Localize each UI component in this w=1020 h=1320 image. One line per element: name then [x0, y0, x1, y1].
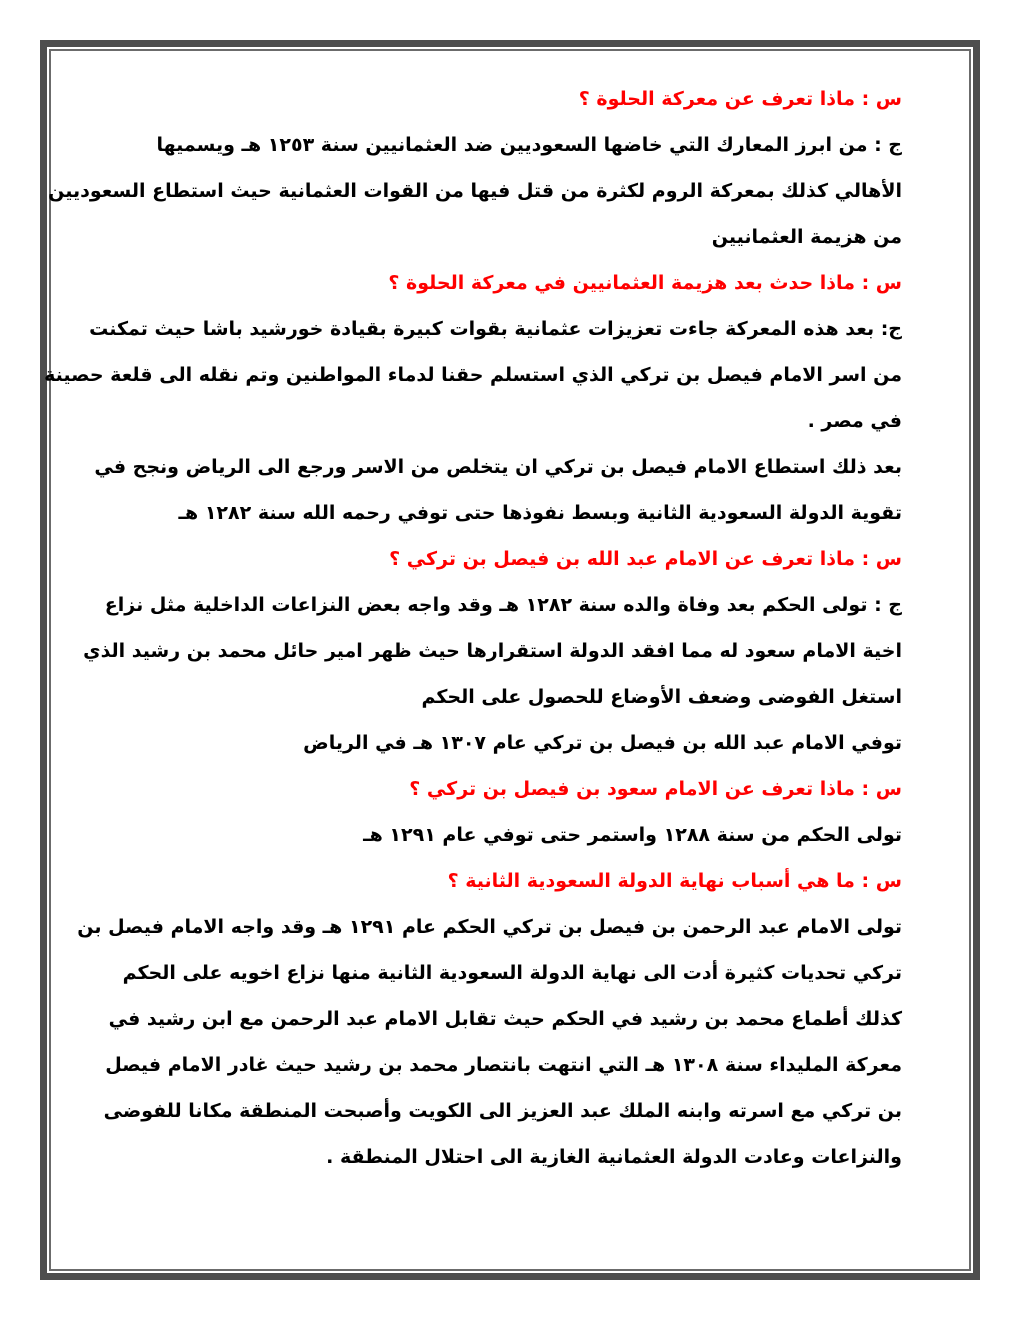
answer-line: كذلك أطماع محمد بن رشيد في الحكم حيث تقابل الامام عبد الرحمن مع ابن رشيد في — [108, 1008, 902, 1030]
answer-line: تولى الحكم من سنة ١٢٨٨ واستمر حتى توفي عام ١٢٩١ هـ — [363, 824, 902, 846]
answer-line: بعد ذلك استطاع الامام فيصل بن تركي ان يتخلص من الاسر ورجع الى الرياض ونجح في — [94, 456, 902, 478]
answer-line: بن تركي مع اسرته وابنه الملك عبد العزيز الى الكويت وأصبحت المنطقة مكانا للفوضى — [103, 1100, 902, 1122]
answer-line: في مصر . — [807, 410, 902, 432]
answer-line: اخية الامام سعود له مما افقد الدولة استقرارها حيث ظهر امير حائل محمد بن رشيد الذي — [83, 640, 902, 662]
answer-line: ج : تولى الحكم بعد وفاة والده سنة ١٢٨٢ هـ وقد واجه بعض النزاعات الداخلية مثل نزاع — [104, 594, 902, 616]
answer-line: ج : من ابرز المعارك التي خاضها السعوديين ضد العثمانيين سنة ١٢٥٣ هـ ويسميها — [156, 134, 902, 156]
answer-line: استغل الفوضى وضعف الأوضاع للحصول على الحكم — [421, 686, 902, 708]
question-line: س : ماذا تعرف عن معركة الحلوة ؟ — [578, 88, 902, 110]
question-line: س : ما هي أسباب نهاية الدولة السعودية الثانية ؟ — [447, 870, 902, 892]
answer-line: تركي تحديات كثيرة أدت الى نهاية الدولة السعودية الثانية منها نزاع اخويه على الحكم — [122, 962, 902, 984]
answer-line: توفي الامام عبد الله بن فيصل بن تركي عام ١٣٠٧ هـ في الرياض — [303, 732, 902, 754]
answer-line: من اسر الامام فيصل بن تركي الذي استسلم حقنا لدماء المواطنين وتم نقله الى قلعة حصينة — [44, 364, 902, 386]
document-body — [44, 76, 902, 1180]
question-line: س : ماذا تعرف عن الامام عبد الله بن فيصل بن تركي ؟ — [389, 548, 902, 570]
answer-line: تقوية الدولة السعودية الثانية وبسط نفوذها حتى توفي رحمه الله سنة ١٢٨٢ هـ — [178, 502, 902, 524]
answer-line: والنزاعات وعادت الدولة العثمانية الغازية الى احتلال المنطقة . — [326, 1146, 902, 1168]
answer-line: من هزيمة العثمانيين — [711, 226, 902, 248]
question-line: س : ماذا تعرف عن الامام سعود بن فيصل بن تركي ؟ — [409, 778, 902, 800]
question-line: س : ماذا حدث بعد هزيمة العثمانيين في معركة الحلوة ؟ — [388, 272, 902, 294]
answer-line: الأهالي كذلك بمعركة الروم لكثرة من قتل فيها من القوات العثمانية حيث استطاع السعوديين — [48, 180, 902, 202]
answer-line: تولى الامام عبد الرحمن بن فيصل بن تركي الحكم عام ١٢٩١ هـ وقد واجه الامام فيصل بن — [77, 916, 902, 938]
answer-line: معركة المليداء سنة ١٣٠٨ هـ التي انتهت بانتصار محمد بن رشيد حيث غادر الامام فيصل — [105, 1054, 902, 1076]
answer-line: ج: بعد هذه المعركة جاءت تعزيزات عثمانية بقوات كبيرة بقيادة خورشيد باشا حيث تمكنت — [89, 318, 902, 340]
